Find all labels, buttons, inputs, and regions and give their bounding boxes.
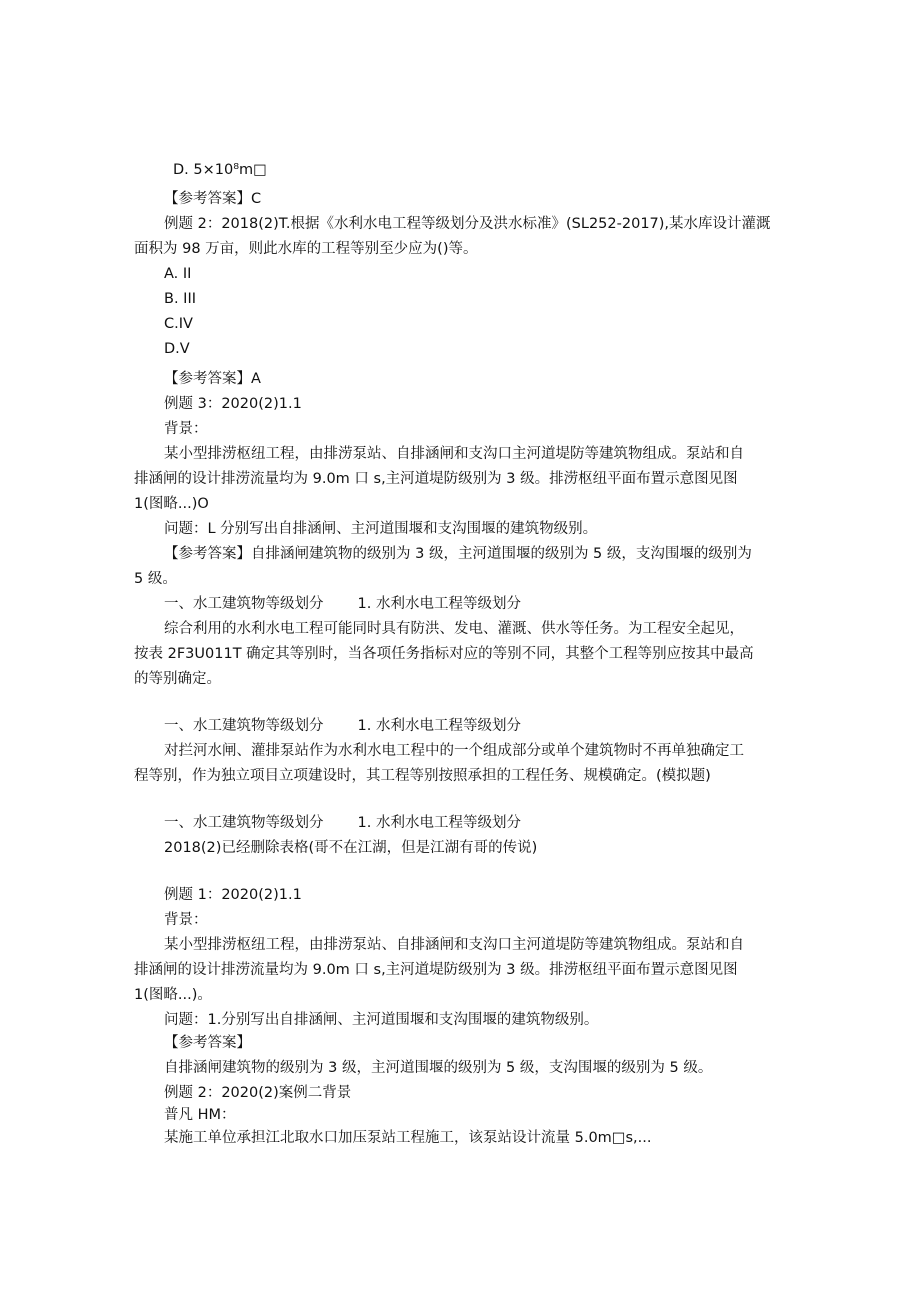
option-b-line: B. III xyxy=(164,291,196,307)
section-title: 一、水工建筑物等级划分 xyxy=(164,815,324,831)
section-heading xyxy=(164,813,521,833)
question-line: 问题：L 分别写出自排涵闸、主河道围堰和支沟围堰的建筑物级别。 xyxy=(164,521,598,537)
background-label: 背景： xyxy=(164,912,208,928)
option-c-line: C.IV xyxy=(164,316,193,332)
paragraph-line: 某施工单位承担江北取水口加压泵站工程施工，该泵站设计流量 5.0m□s,... xyxy=(164,1130,652,1146)
subsection-title: 1. 水利水电工程等级划分 xyxy=(357,815,521,831)
paragraph-line: 的等别确定。 xyxy=(134,671,221,687)
paragraph-line: 排涵闸的设计排涝流量均为 9.0m 口 s,主河道堤防级别为 3 级。排涝枢纽平面布置示意图见图 xyxy=(134,471,738,487)
reference-answer-line: 【参考答案】自排涵闸建筑物的级别为 3 级，主河道围堰的级别为 5 级，支沟围堰的级别为 xyxy=(164,546,752,562)
reference-answer-line: 【参考答案】C xyxy=(164,191,262,207)
option-a-line: A. II xyxy=(164,266,192,282)
reference-answer-line: 5 级。 xyxy=(134,571,177,587)
example-heading: 例题 1：2020(2)1.1 xyxy=(164,887,302,903)
option-d-line: D.V xyxy=(164,341,190,357)
subsection-title: 1. 水利水电工程等级划分 xyxy=(357,596,521,612)
reference-answer-line: 【参考答案】A xyxy=(164,371,261,387)
paragraph-line: 普凡 HM： xyxy=(164,1107,236,1123)
example-question-line: 例题 2：2018(2)T.根据《水利水电工程等级划分及洪水标准》(SL252-2017),某水库设计灌溉 xyxy=(164,216,771,232)
reference-answer-line: 【参考答案】 xyxy=(164,1035,251,1051)
example-heading: 例题 3：2020(2)1.1 xyxy=(164,396,302,412)
background-label: 背景： xyxy=(164,421,208,437)
example-heading: 例题 2：2020(2)案例二背景 xyxy=(164,1085,352,1101)
section-title: 一、水工建筑物等级划分 xyxy=(164,718,324,734)
option-d-line: D. 5×10⁸m□ xyxy=(173,162,267,178)
paragraph-line: 排涵闸的设计排涝流量均为 9.0m 口 s,主河道堤防级别为 3 级。排涝枢纽平面布置示意图见图 xyxy=(134,962,738,978)
section-title: 一、水工建筑物等级划分 xyxy=(164,596,324,612)
section-heading xyxy=(164,594,521,614)
paragraph-line: 某小型排涝枢纽工程，由排涝泵站、自排涵闸和支沟口主河道堤防等建筑物组成。泵站和自 xyxy=(164,937,744,953)
paragraph-line: 对拦河水闸、灌排泵站作为水利水电工程中的一个组成部分或单个建筑物时不再单独确定工 xyxy=(164,743,744,759)
paragraph-line: 综合利用的水利水电工程可能同时具有防洪、发电、灌溉、供水等任务。为工程安全起见， xyxy=(164,621,744,637)
example-question-line: 面积为 98 万亩，则此水库的工程等别至少应为()等。 xyxy=(134,241,478,257)
paragraph-line: 1(图略...)。 xyxy=(134,987,212,1003)
subsection-title: 1. 水利水电工程等级划分 xyxy=(357,718,521,734)
paragraph-line: 某小型排涝枢纽工程，由排涝泵站、自排涵闸和支沟口主河道堤防等建筑物组成。泵站和自 xyxy=(164,446,744,462)
question-line: 问题：1.分别写出自排涵闸、主河道围堰和支沟围堰的建筑物级别。 xyxy=(164,1012,599,1028)
paragraph-line: 1(图略...)O xyxy=(134,496,209,512)
section-heading xyxy=(164,716,521,736)
paragraph-line: 按表 2F3U011T 确定其等别时，当各项任务指标对应的等别不同，其整个工程等别应按其中最高 xyxy=(134,646,754,662)
paragraph-line: 程等别，作为独立项目立项建设时，其工程等别按照承担的工程任务、规模确定。(模拟题) xyxy=(134,768,711,784)
answer-line: 自排涵闸建筑物的级别为 3 级，主河道围堰的级别为 5 级，支沟围堰的级别为 5 级。 xyxy=(164,1060,713,1076)
paragraph-line: 2018(2)已经删除表格(哥不在江湖，但是江湖有哥的传说) xyxy=(164,840,538,856)
